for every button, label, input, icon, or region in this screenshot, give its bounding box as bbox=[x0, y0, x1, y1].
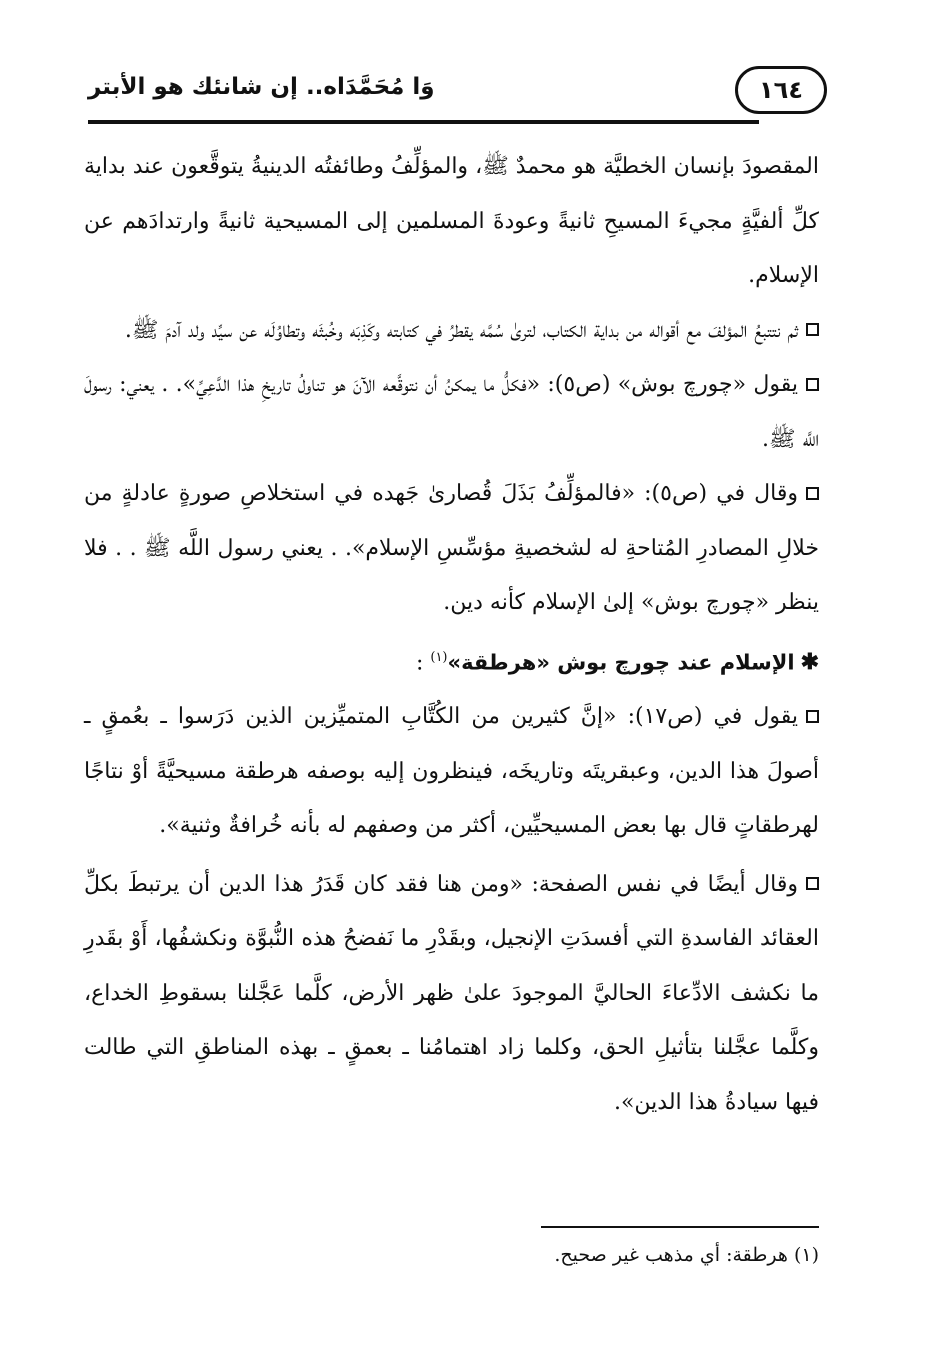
footnote-reference[interactable]: (١) bbox=[430, 649, 448, 665]
paragraph bbox=[84, 140, 819, 304]
paragraph-text: يقول «چورچ بوش» (ص٥): «فكلُّ ما يمكنُ أن نتوقَّعه الآنَ هو تناولُ تاريخِ هذا الدَّعِيِّ». . يعني: رسولَ اللَّه ﷺ. bbox=[84, 372, 819, 452]
page-header bbox=[88, 62, 823, 130]
section-heading bbox=[84, 631, 819, 691]
section-heading-text: الإسلام عند چورچ بوش «هرطقة» bbox=[447, 649, 795, 674]
square-bullet-icon bbox=[806, 710, 819, 723]
header-rule bbox=[88, 120, 759, 124]
footnote: (١) هرطقة: أي مذهب غير صحيح. bbox=[554, 1244, 819, 1266]
square-bullet-icon bbox=[806, 323, 819, 336]
paragraph-text: وقال في (ص٥): «فالمؤلِّفُ بَذَلَ قُصارىٰ جَهده في استخلاصِ صورةٍ عادلةٍ من خلالِ المصادرِ المُتاحةِ له لشخصيةِ مؤسِّسِ الإسلام». . يعني رسول اللَّه ﷺ . . فلا ينظر «چورچ بوش» إلىٰ الإسلام كأنه دين. bbox=[84, 481, 819, 615]
paragraph bbox=[84, 467, 819, 631]
paragraph bbox=[84, 358, 819, 467]
asterisk-icon: ✱ bbox=[800, 648, 819, 675]
paragraph bbox=[84, 690, 819, 854]
running-title: وَا مُحَمَّدَاه.. إن شانئك هو الأبتر bbox=[88, 74, 435, 100]
paragraph bbox=[84, 304, 819, 359]
page-number: ١٦٤ bbox=[735, 66, 827, 114]
paragraph-text: يقول في (ص١٧): «إنَّ كثيرين من الكُتَّابِ المتميِّزين الذين دَرَسوا ـ بعُمقٍ ـ أصولَ هذا الدين، وعبقريتَه وتاريخَه، فينظرون إليه بوصفه هرطقة مسيحيَّةً أوْ نتاجًا لهرطقاتٍ قال بها بعض المسيحيِّين، أكثر من وصفهم له بأنه خُرافةٌ وثنية». bbox=[84, 704, 819, 839]
body-text bbox=[84, 140, 819, 1130]
paragraph-text: وقال أيضًا في نفس الصفحة: «ومن هنا فقد كان قَدَرُ هذا الدين أن يرتبطَ بكلِّ العقائد الفاسدةِ التي أفسدَتِ الإنجيل، وبقَدْرِ ما نَفضحُ هذه النُّبوَّة ونكشفُها، أَوْ بقَدرِ ما نكشف الادِّعاءَ الحاليَّ الموجودَ علىٰ ظهر الأرض، كلَّما عَجَّلنا بسقوطِ الخداع، وكلَّما عجَّلنا بتأثيلِ الحق، وكلما زاد اهتمامُنا ـ بعمقٍ ـ بهذه المناطقِ التي طالت فيها سيادةُ هذا الدين». bbox=[84, 871, 819, 1115]
heading-suffix: : bbox=[415, 649, 431, 675]
paragraph bbox=[84, 858, 819, 1131]
square-bullet-icon bbox=[806, 877, 819, 890]
footnote-rule bbox=[541, 1226, 819, 1228]
square-bullet-icon bbox=[806, 487, 819, 500]
paragraph-text: المقصودَ بإنسان الخطيَّة هو محمدٌ ﷺ، والمؤلِّفُ وطائفتُه الدينيةُ يتوقَّعون عند بداية كلِّ ألفيَّةٍ مجيءَ المسيحِ ثانيةً وعودةَ المسلمين إلى المسيحية ثانيةً وارتدادَهم عن الإسلام. bbox=[84, 154, 819, 288]
paragraph-text: ثم نتتبعُ المؤلفَ مع أقواله من بداية الكتاب، لترىٰ سُمَّه يقطرُ في كتابته وكَذِبَه وخُبثَه وتطاوُلَه عن سيِّد ولد آدمَ ﷺ. bbox=[124, 317, 798, 343]
square-bullet-icon bbox=[806, 378, 819, 391]
